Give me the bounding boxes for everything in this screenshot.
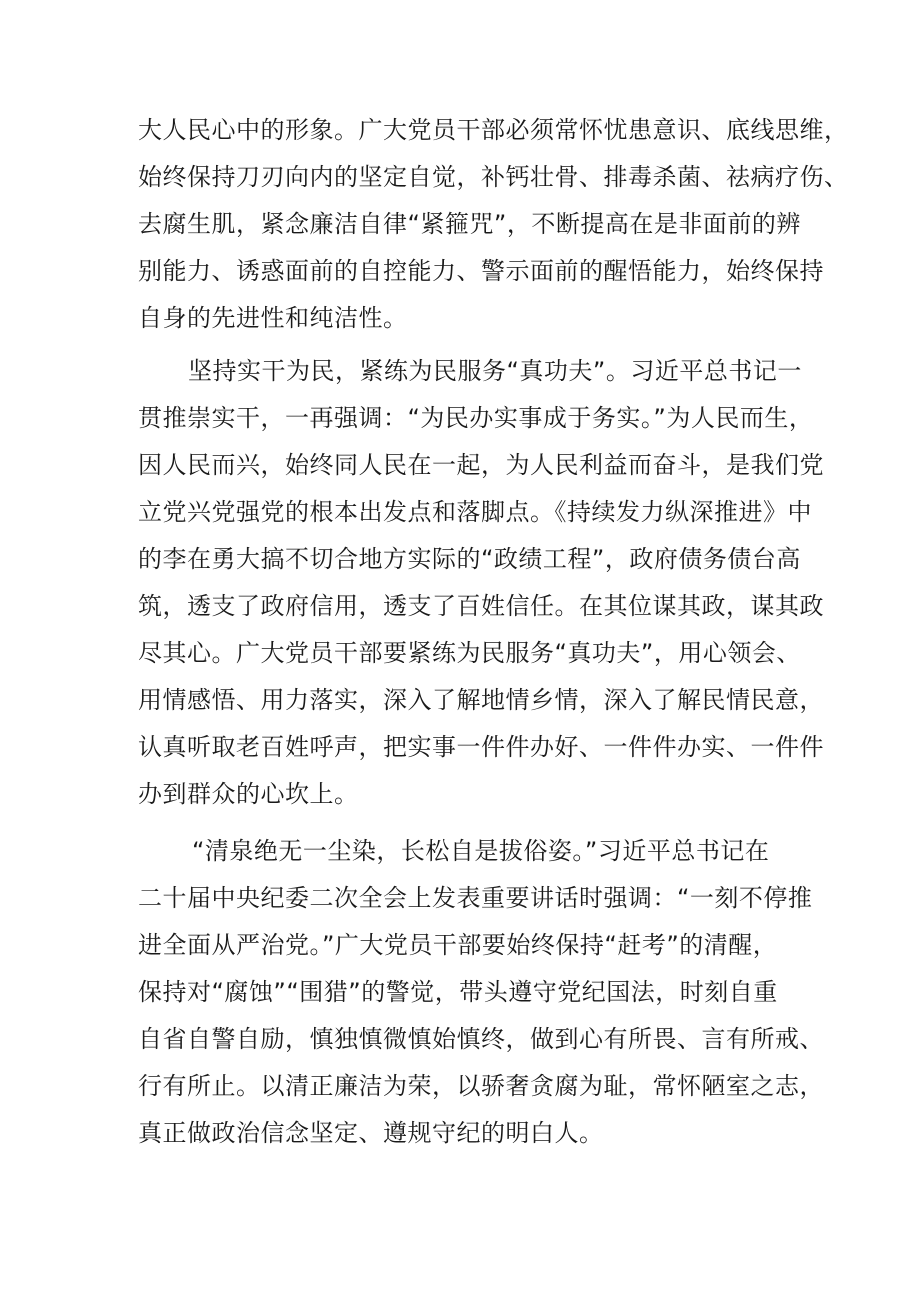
- paragraph-2-line-4: 立党兴党强党的根本出发点和落脚点。《持续发力纵深推进》中: [138, 498, 812, 526]
- paragraph-1-line-2: 始终保持刀刃向内的坚定自觉，补钙壮骨、排毒杀菌、祛病疗伤、: [138, 163, 849, 191]
- paragraph-2-line-10: 办到群众的心坎上。: [138, 780, 359, 808]
- paragraph-2-line-1: 坚持实干为民，紧练为民服务“真功夫”。习近平总书记一: [188, 357, 802, 385]
- paragraph-3-line-6: 行有所止。以清正廉洁为荣，以骄奢贪腐为耻，常怀陋室之志，: [138, 1072, 824, 1100]
- paragraph-3-line-5: 自省自警自励，慎独慎微慎始慎终，做到心有所畏、言有所戒、: [138, 1025, 824, 1053]
- paragraph-3-line-7: 真正做政治信念坚定、遵规守纪的明白人。: [138, 1119, 604, 1147]
- paragraph-2-line-2: 贯推崇实干，一再强调：“为民办实事成于务实。”为人民而生，: [138, 404, 814, 432]
- paragraph-2-line-7: 尽其心。广大党员干部要紧练为民服务“真功夫”，用心领会、: [138, 639, 801, 667]
- paragraph-2-line-5: 的李在勇大搞不切合地方实际的“政绩工程”，政府债务债台高: [138, 545, 801, 573]
- paragraph-2-line-3: 因人民而兴，始终同人民在一起，为人民利益而奋斗，是我们党: [138, 451, 824, 479]
- paragraph-1-line-4: 别能力、诱惑面前的自控能力、警示面前的醒悟能力，始终保持: [138, 257, 824, 285]
- paragraph-2-line-8: 用情感悟、用力落实，深入了解地情乡情，深入了解民情民意，: [138, 686, 824, 714]
- paragraph-3-line-1: “清泉绝无一尘染，长松自是拔俗姿。”习近平总书记在: [192, 837, 770, 865]
- paragraph-1-line-5: 自身的先进性和纯洁性。: [138, 304, 408, 332]
- paragraph-2-line-6: 筑，透支了政府信用，透支了百姓信任。在其位谋其政，谋其政: [138, 592, 824, 620]
- paragraph-1-line-3: 去腐生肌，紧念廉洁自律“紧箍咒”，不断提高在是非面前的辨: [138, 210, 801, 238]
- paragraph-3-line-2: 二十届中央纪委二次全会上发表重要讲话时强调：“一刻不停推: [138, 884, 813, 912]
- paragraph-1-line-1: 大人民心中的形象。广大党员干部必须常怀忧患意识、底线思维，: [138, 116, 849, 144]
- paragraph-3-line-3: 进全面从严治党。”广大党员干部要始终保持“赶考”的清醒，: [138, 931, 778, 959]
- paragraph-2-line-9: 认真听取老百姓呼声，把实事一件件办好、一件件办实、一件件: [138, 733, 824, 761]
- paragraph-3-line-4: 保持对“腐蚀”“围猎”的警觉，带头遵守党纪国法，时刻自重: [138, 978, 778, 1006]
